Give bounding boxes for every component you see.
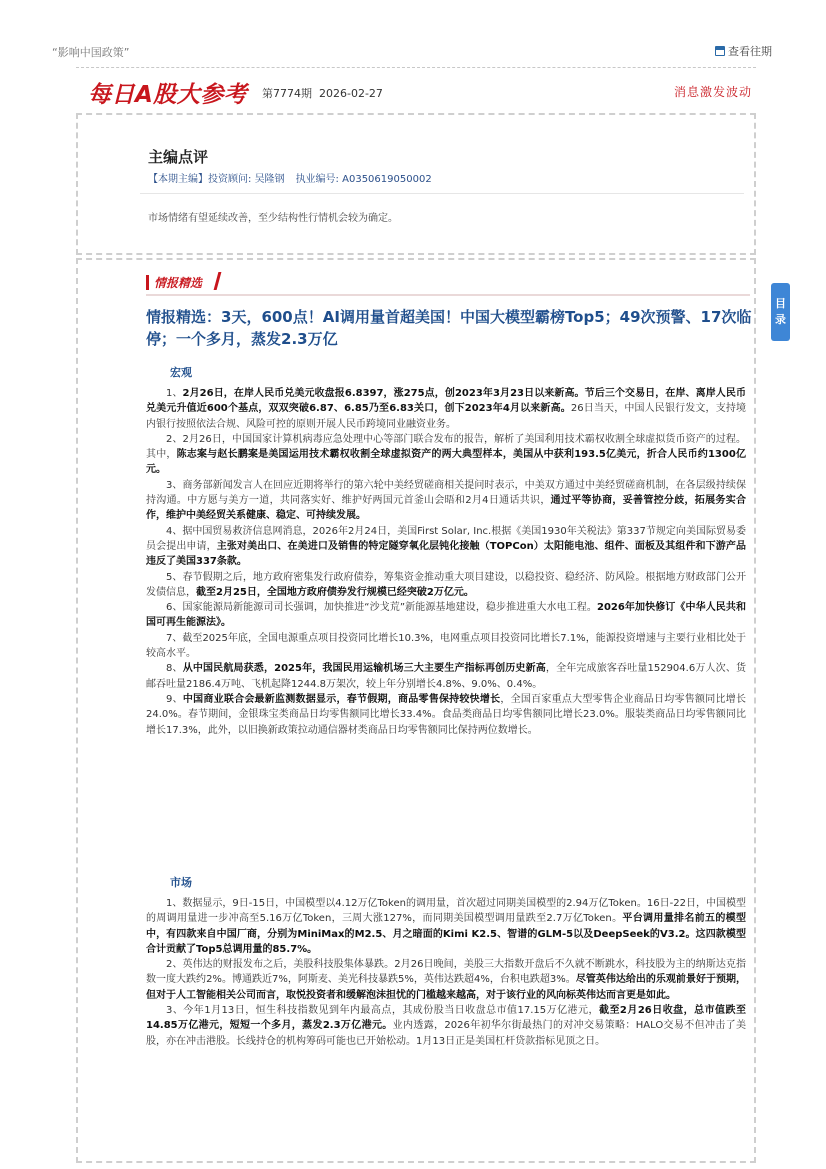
top-slogan: “影响中国政策” [52, 46, 130, 59]
divider [140, 193, 744, 194]
brand-logo: 每日A股大参考 [88, 82, 248, 108]
toc-label-2: 录 [775, 313, 786, 326]
top-bar [0, 0, 826, 62]
issue-info [262, 85, 383, 101]
article-box [76, 258, 756, 1163]
macro-item: 8、从中国民航局获悉，2025年，我国民用运输机场三大主要生产指标再创历史新高，全年完成旅客吞吐量152904.6万人次、货邮吞吐量2186.4万吨、飞机起降1244.8万架次，较上年分别增长4.8%、9.0%、0.4%。 [146, 663, 746, 690]
toc-label-1: 目 [775, 297, 786, 310]
section-tag [146, 272, 750, 296]
macro-item: 5、春节假期之后，地方政府密集发行政府债券，筹集资金推动重大项目建设，以稳投资、稳经济、防风险。根据地方财政部门公开发债信息，截至2月25日，全国地方政府债券发行规模已经突破2万亿元。 [146, 571, 746, 598]
article-title: 情报精选：3天，600点！AI调用量首超美国！中国大模型霸榜Top5；49次预警、17次临停；一个多月，蒸发2.3万亿 [146, 308, 752, 348]
header-slogan: 消息激发波动 [673, 85, 752, 99]
macro-item: 6、国家能源局新能源司司长强调，加快推进“沙戈荒”新能源基地建设，稳步推进重大水电工程。2026年加快修订《中华人民共和国可再生能源法》。 [146, 602, 746, 629]
macro-heading: 宏观 [170, 366, 192, 379]
macro-item: 4、据中国贸易救济信息网消息，2026年2月24日，美国First Solar, Inc.根据《美国1930年关税法》第337节规定向美国际贸易委员会提出申请，主张对美出口、在美进口及销售的特定隧穿氧化层钝化接触（TOPCon）太阳能电池、组件、面板及其组件和下游产品违反了美国337条款。 [146, 525, 746, 568]
editor-tag: 【本期主编】投资顾问: 吴隆钢 [148, 174, 285, 185]
market-body [146, 896, 746, 1049]
editor-meta [148, 170, 432, 185]
market-item: 1、数据显示，9日-15日，中国模型以4.12万亿Token的调用量，首次超过同期美国模型的2.94万亿Token。16日-22日，中国模型的周调用量进一步冲高至5.16万亿Token，三周大涨127%，而同期美国模型调用量跌至2.7万亿Token。平台调用量排名前五的模型中，有四款来自中国厂商，分别为MiniMax的M2.5、月之暗面的Kimi K2.5、智谱的GLM-5以及DeepSeek的V3.2。这四款模型合计贡献了Top5总调用量的85.7%。 [146, 898, 746, 955]
macro-item: 9、中国商业联合会最新监测数据显示，春节假期，商品零售保持较快增长，全国百家重点大型零售企业商品日均零售额同比增长24.0%。春节期间，金银珠宝类商品日均零售额同比增长33.4%。食品类商品日均零售额同比增长23.0%。服装类商品日均零售额同比增长17.3%，此外，以旧换新政策拉动通信器材类商品日均零售额同比保持两位数增长。 [146, 693, 747, 736]
editor-license: 执业编号: A0350619050002 [295, 174, 432, 185]
macro-item: 1、2月26日，在岸人民币兑美元收盘报6.8397，涨275点，创2023年3月23日以来新高。节后三个交易日，在岸、离岸人民币兑美元升值近600个基点，双双突破6.87、6.85乃至6.83关口，创下2023年4月以来新高。26日当天，中国人民银行发文，支持境内银行按照依法合规、风险可控的原则开展人民币跨境同业融资业务。 [146, 388, 746, 430]
calendar-icon [715, 46, 725, 56]
table-of-contents-tab[interactable] [771, 283, 790, 341]
editor-title: 主编点评 [148, 148, 209, 166]
issue-number: 第7774期 [262, 87, 312, 100]
section-tag-label: 情报精选 [154, 276, 203, 290]
section-tag-bar [146, 275, 149, 290]
macro-item: 7、截至2025年底，全国电源重点项目投资同比增长10.3%，电网重点项目投资同比增长7.1%，能源投资增速与主要行业相比处于较高水平。 [146, 632, 746, 660]
editor-comment-box [76, 113, 756, 255]
issue-date: 2026-02-27 [319, 87, 383, 100]
macro-item: 3、商务部新闻发言人在回应近期将举行的第六轮中美经贸磋商相关提问时表示，中美双方通过中美经贸磋商机制，在各层级持续保持沟通。中方愿与美方一道，共同落实好、维护好两国元首釜山会晤和2月4日通话共识，通过平等协商，妥善管控分歧，拓展务实合作，维护中美经贸关系健康、稳定、可持续发展。 [146, 479, 746, 522]
section-tag-slash [214, 272, 222, 290]
market-heading: 市场 [170, 876, 192, 889]
view-past-issues-label: 查看往期 [728, 45, 772, 58]
macro-body [146, 386, 746, 738]
market-item: 3、今年1月13日，恒生科技指数见到年内最高点，其成份股当日收盘总市值17.15万亿港元，截至2月26日收盘，总市值跌至14.85万亿港元，短短一个多月，蒸发2.3万亿港元。业内透露，2026年初华尔街最热门的对冲交易策略：HALO交易不但冲击了美股，亦在冲击港股。长线持仓的机构筹码可能也已开始松动。1月13日正是美国杠杆贷款指标见顶之日。 [146, 1005, 747, 1047]
market-item: 2、英伟达的财报发布之后，美股科技股集体暴跌。2月26日晚间，美股三大指数开盘后不久就不断跳水，科技股为主的纳斯达克指数一度大跌约2%。博通跌近7%，阿斯麦、美光科技暴跌5%，英伟达跌超4%，台积电跌超3%。尽管英伟达给出的乐观前景好于预期，但对于人工智能相关公司而言，取悦投资者和缓解泡沫担忧的门槛越来越高，对于该行业的风向标英伟达而言更是如此。 [146, 959, 747, 1001]
editor-comment: 市场情绪有望延续改善，至少结构性行情机会较为确定。 [148, 213, 398, 224]
macro-item: 2、2月26日，中国国家计算机病毒应急处理中心等部门联合发布的报告，解析了美国利用技术霸权收割全球虚拟货币资产的过程。其中，陈志案与赵长鹏案是美国运用技术霸权收割全球虚拟资产的两大典型样本，美国从中获利193.5亿美元，折合人民币约1300亿元。 [146, 433, 747, 476]
view-past-issues-link[interactable] [715, 43, 772, 59]
masthead [76, 67, 756, 112]
